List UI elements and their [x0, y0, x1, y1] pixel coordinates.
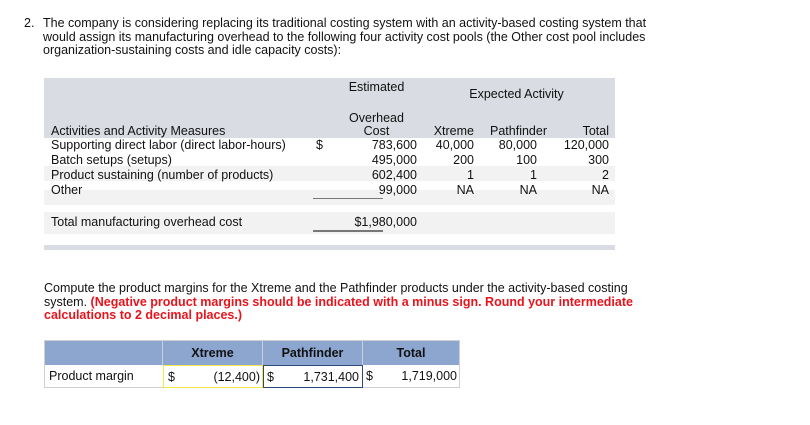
row-total: 120,000: [563, 138, 609, 152]
row-label: Other: [51, 183, 83, 197]
header-expected-activity: Expected Activity: [469, 87, 564, 101]
row-label: Batch setups (setups): [51, 153, 172, 167]
xtreme-margin-input[interactable]: [163, 365, 263, 388]
value: 1,719,000: [401, 369, 457, 383]
row-pathfinder: NA: [519, 183, 537, 197]
row-xtreme: 200: [453, 153, 474, 167]
header-pathfinder: Pathfinder: [490, 124, 547, 138]
row-pathfinder: 80,000: [498, 138, 537, 152]
product-margin-table: [44, 340, 460, 388]
currency: $: [168, 370, 175, 384]
header-cost: Cost: [363, 124, 390, 138]
instructions-emphasis: (Negative product margins should be indicated with a minus sign. Round your intermediate calculations to 2 decimal places.): [44, 294, 633, 322]
activity-cost-pool-table: [44, 78, 615, 250]
header-blank: [45, 341, 163, 365]
row-label: Supporting direct labor (direct labor-hours): [51, 138, 286, 152]
row-xtreme: 1: [467, 168, 474, 182]
header-estimated: Estimated: [348, 80, 405, 94]
currency: $: [366, 369, 373, 383]
row-pathfinder: 100: [516, 153, 537, 167]
header-activities: Activities and Activity Measures: [51, 124, 226, 138]
total-margin: [363, 365, 460, 388]
row-total: 2: [602, 168, 609, 182]
value: 1,731,400: [303, 370, 359, 384]
currency: $: [267, 370, 274, 384]
header-xtreme: Xtreme: [433, 124, 474, 138]
header-xtreme: Xtreme: [163, 341, 263, 365]
value: (12,400): [213, 370, 260, 384]
header-overhead: Overhead: [349, 111, 404, 125]
row-total: 300: [588, 153, 609, 167]
row-cost: 602,400: [371, 168, 417, 182]
row-xtreme: NA: [456, 183, 474, 197]
question-number: 2.: [24, 16, 35, 30]
header-pathfinder: Pathfinder: [263, 341, 363, 365]
pathfinder-margin-input[interactable]: [263, 365, 363, 388]
row-pathfinder: 1: [530, 168, 537, 182]
header-total: Total: [582, 124, 609, 138]
total-cost: $1,980,000: [354, 215, 417, 229]
row-cost: 495,000: [371, 153, 417, 167]
instructions-text: Compute the product margins for the Xtreme and the Pathfinder products under the activity-based costing system.: [44, 281, 628, 309]
header-total: Total: [363, 341, 460, 365]
question-text: [24, 17, 654, 58]
instructions: [44, 282, 664, 323]
table-bottom-bar: [44, 245, 615, 250]
row-xtreme: 40,000: [435, 138, 474, 152]
row-currency: $: [316, 138, 323, 152]
row-total: NA: [591, 183, 609, 197]
total-label: Total manufacturing overhead cost: [51, 215, 243, 229]
row-cost: 783,600: [371, 138, 417, 152]
subtotal-rule: [313, 198, 383, 199]
total-rule: [313, 230, 383, 232]
question-body: The company is considering replacing its traditional costing system with an activity-based costing system that would assign its manufacturing overhead to the following four activity cost pools (the Other cost pool includes organization-sustaining costs and idle capacity costs):: [43, 16, 647, 57]
row-label: Product sustaining (number of products): [51, 168, 274, 182]
row-cost: 99,000: [378, 183, 417, 197]
product-margin-label: Product margin: [49, 369, 134, 383]
